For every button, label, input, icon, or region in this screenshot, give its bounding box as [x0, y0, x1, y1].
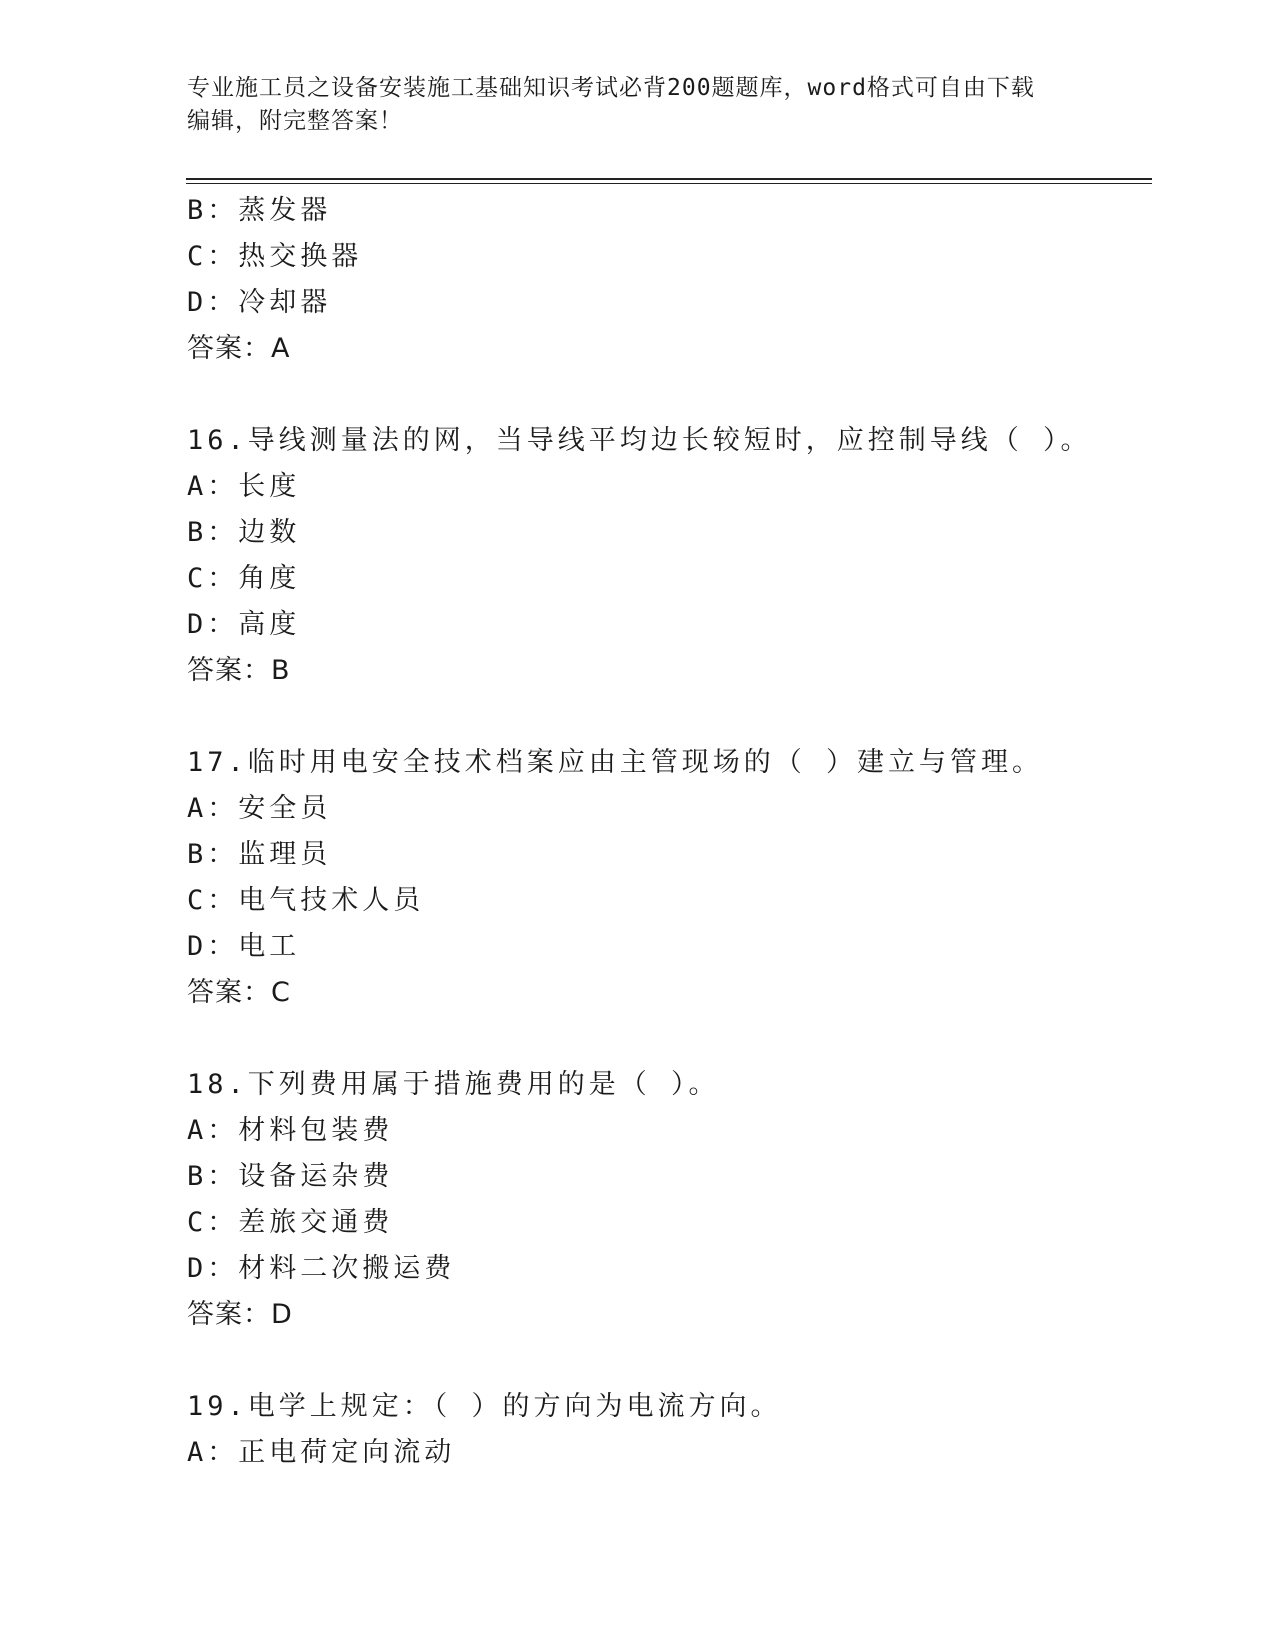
option-b: B：蒸发器: [187, 195, 332, 226]
spacer: [187, 372, 1147, 418]
option-c: C：差旅交通费: [187, 1207, 394, 1238]
spacer: [187, 1338, 1147, 1384]
question-text: 16.导线测量法的网，当导线平均边长较短时，应控制导线（ ）。: [187, 425, 1092, 456]
option-d: D：高度: [187, 609, 301, 640]
answer: 答案：B: [187, 655, 291, 686]
question-18: [187, 1062, 1147, 1338]
option-a: A：材料包装费: [187, 1115, 394, 1146]
option-b: B：监理员: [187, 839, 332, 870]
question-15: [187, 188, 1147, 372]
option-d: D：电工: [187, 931, 301, 962]
question-text: 19.电学上规定：（ ）的方向为电流方向。: [187, 1391, 782, 1422]
header-divider-thick: [186, 178, 1152, 180]
question-text: 17.临时用电安全技术档案应由主管现场的（ ）建立与管理。: [187, 747, 1044, 778]
option-b: B：设备运杂费: [187, 1161, 394, 1192]
answer: 答案：D: [187, 1299, 293, 1330]
question-text: 18.下列费用属于措施费用的是（ ）。: [187, 1069, 720, 1100]
question-17: [187, 740, 1147, 1016]
question-19: [187, 1384, 1147, 1476]
header-line-2: 编辑，附完整答案！: [187, 108, 403, 134]
answer: 答案：A: [187, 333, 291, 364]
question-list: [187, 188, 1147, 1476]
option-c: C：角度: [187, 563, 301, 594]
spacer: [187, 694, 1147, 740]
header-line-1: 专业施工员之设备安装施工基础知识考试必背200题题库，word格式可自由下载: [187, 75, 1035, 101]
option-c: C：热交换器: [187, 241, 363, 272]
answer: 答案：C: [187, 977, 291, 1008]
option-b: B：边数: [187, 517, 301, 548]
option-a: A：正电荷定向流动: [187, 1437, 456, 1468]
document-header: [187, 72, 1087, 138]
option-d: D：材料二次搬运费: [187, 1253, 456, 1284]
option-a: A：安全员: [187, 793, 332, 824]
spacer: [187, 1016, 1147, 1062]
option-d: D：冷却器: [187, 287, 332, 318]
option-a: A：长度: [187, 471, 301, 502]
option-c: C：电气技术人员: [187, 885, 425, 916]
question-16: [187, 418, 1147, 694]
header-divider-thin: [186, 183, 1152, 184]
